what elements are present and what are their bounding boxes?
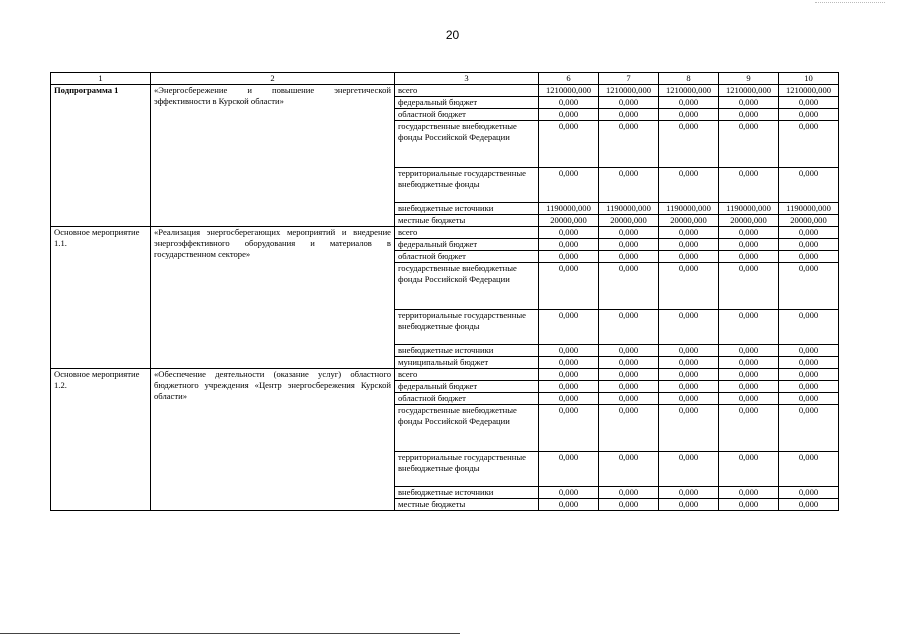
funding-source: внебюджетные источники <box>395 345 539 357</box>
amount-cell: 0,000 <box>659 227 719 239</box>
program-code: Основное мероприятие 1.2. <box>51 369 151 511</box>
amount-cell: 0,000 <box>599 345 659 357</box>
amount-cell: 0,000 <box>599 381 659 393</box>
amount-cell: 0,000 <box>719 97 779 109</box>
column-header: 8 <box>659 73 719 85</box>
amount-cell: 0,000 <box>659 405 719 452</box>
amount-cell: 1210000,000 <box>539 85 599 97</box>
amount-cell: 0,000 <box>599 251 659 263</box>
amount-cell: 0,000 <box>719 345 779 357</box>
amount-cell: 0,000 <box>539 452 599 487</box>
column-header: 1 <box>51 73 151 85</box>
amount-cell: 0,000 <box>539 487 599 499</box>
amount-cell: 1190000,000 <box>599 203 659 215</box>
amount-cell: 1210000,000 <box>779 85 839 97</box>
amount-cell: 0,000 <box>599 405 659 452</box>
amount-cell: 20000,000 <box>659 215 719 227</box>
amount-cell: 0,000 <box>719 121 779 168</box>
amount-cell: 0,000 <box>659 109 719 121</box>
amount-cell: 0,000 <box>599 499 659 511</box>
amount-cell: 0,000 <box>599 239 659 251</box>
amount-cell: 0,000 <box>599 97 659 109</box>
amount-cell: 0,000 <box>599 121 659 168</box>
amount-cell: 0,000 <box>599 168 659 203</box>
funding-source: внебюджетные источники <box>395 487 539 499</box>
amount-cell: 0,000 <box>719 499 779 511</box>
funding-source: территориальные государственные внебюджетные фонды <box>395 168 539 203</box>
amount-cell: 0,000 <box>539 168 599 203</box>
amount-cell: 0,000 <box>779 499 839 511</box>
amount-cell: 0,000 <box>779 239 839 251</box>
amount-cell: 0,000 <box>719 251 779 263</box>
amount-cell: 0,000 <box>719 227 779 239</box>
amount-cell: 0,000 <box>599 263 659 310</box>
amount-cell: 0,000 <box>659 263 719 310</box>
amount-cell: 0,000 <box>659 357 719 369</box>
column-header: 3 <box>395 73 539 85</box>
amount-cell: 20000,000 <box>539 215 599 227</box>
program-code: Основное мероприятие 1.1. <box>51 227 151 369</box>
amount-cell: 0,000 <box>779 251 839 263</box>
amount-cell: 0,000 <box>539 357 599 369</box>
program-code: Подпрограмма 1 <box>51 85 151 227</box>
amount-cell: 0,000 <box>719 381 779 393</box>
amount-cell: 0,000 <box>539 381 599 393</box>
amount-cell: 0,000 <box>599 310 659 345</box>
amount-cell: 0,000 <box>659 487 719 499</box>
table-row <box>51 85 839 97</box>
footer-rule <box>0 633 460 634</box>
amount-cell: 0,000 <box>539 369 599 381</box>
funding-source: всего <box>395 369 539 381</box>
amount-cell: 0,000 <box>779 263 839 310</box>
amount-cell: 0,000 <box>599 109 659 121</box>
amount-cell: 0,000 <box>719 263 779 310</box>
amount-cell: 1190000,000 <box>779 203 839 215</box>
amount-cell: 0,000 <box>719 393 779 405</box>
amount-cell: 1190000,000 <box>719 203 779 215</box>
table-row <box>51 227 839 239</box>
amount-cell: 0,000 <box>779 97 839 109</box>
amount-cell: 0,000 <box>779 393 839 405</box>
amount-cell: 0,000 <box>779 345 839 357</box>
amount-cell: 1190000,000 <box>659 203 719 215</box>
amount-cell: 0,000 <box>719 405 779 452</box>
amount-cell: 0,000 <box>779 405 839 452</box>
funding-source: федеральный бюджет <box>395 381 539 393</box>
amount-cell: 20000,000 <box>719 215 779 227</box>
amount-cell: 1210000,000 <box>719 85 779 97</box>
amount-cell: 0,000 <box>599 452 659 487</box>
funding-source: территориальные государственные внебюджетные фонды <box>395 452 539 487</box>
amount-cell: 0,000 <box>599 393 659 405</box>
amount-cell: 0,000 <box>539 121 599 168</box>
amount-cell: 0,000 <box>719 109 779 121</box>
amount-cell: 0,000 <box>659 345 719 357</box>
amount-cell: 0,000 <box>779 452 839 487</box>
amount-cell: 0,000 <box>659 381 719 393</box>
amount-cell: 0,000 <box>599 357 659 369</box>
column-header: 7 <box>599 73 659 85</box>
amount-cell: 0,000 <box>659 168 719 203</box>
amount-cell: 0,000 <box>659 239 719 251</box>
amount-cell: 0,000 <box>659 499 719 511</box>
amount-cell: 0,000 <box>719 487 779 499</box>
amount-cell: 0,000 <box>659 121 719 168</box>
table-row <box>51 369 839 381</box>
amount-cell: 0,000 <box>539 345 599 357</box>
amount-cell: 0,000 <box>779 109 839 121</box>
amount-cell: 0,000 <box>539 239 599 251</box>
funding-source: всего <box>395 85 539 97</box>
amount-cell: 0,000 <box>539 263 599 310</box>
program-name: «Обеспечение деятельности (оказание услуг) областного бюджетного учреждения «Центр энергосбережения Курской области» <box>151 369 395 511</box>
funding-source: внебюджетные источники <box>395 203 539 215</box>
funding-source: областной бюджет <box>395 393 539 405</box>
amount-cell: 0,000 <box>659 393 719 405</box>
amount-cell: 0,000 <box>539 405 599 452</box>
amount-cell: 0,000 <box>779 121 839 168</box>
program-name: «Реализация энергосберегающих мероприятий и внедрение энергоэффективного оборудования и материалов в государственном секторе» <box>151 227 395 369</box>
amount-cell: 1190000,000 <box>539 203 599 215</box>
amount-cell: 0,000 <box>539 251 599 263</box>
funding-source: местные бюджеты <box>395 215 539 227</box>
program-name: «Энергосбережение и повышение энергетической эффективности в Курской области» <box>151 85 395 227</box>
amount-cell: 1210000,000 <box>599 85 659 97</box>
column-header: 9 <box>719 73 779 85</box>
funding-source: муниципальный бюджет <box>395 357 539 369</box>
amount-cell: 0,000 <box>539 109 599 121</box>
amount-cell: 1210000,000 <box>659 85 719 97</box>
table-header-row <box>51 73 839 85</box>
amount-cell: 0,000 <box>779 381 839 393</box>
funding-table <box>50 72 839 511</box>
amount-cell: 0,000 <box>779 369 839 381</box>
amount-cell: 0,000 <box>779 227 839 239</box>
amount-cell: 20000,000 <box>599 215 659 227</box>
amount-cell: 0,000 <box>779 357 839 369</box>
amount-cell: 0,000 <box>659 369 719 381</box>
funding-source: областной бюджет <box>395 109 539 121</box>
amount-cell: 0,000 <box>599 369 659 381</box>
amount-cell: 0,000 <box>719 239 779 251</box>
column-header: 6 <box>539 73 599 85</box>
amount-cell: 0,000 <box>539 310 599 345</box>
amount-cell: 0,000 <box>779 168 839 203</box>
funding-source: государственные внебюджетные фонды Российской Федерации <box>395 263 539 310</box>
column-header: 10 <box>779 73 839 85</box>
funding-source: государственные внебюджетные фонды Российской Федерации <box>395 121 539 168</box>
amount-cell: 0,000 <box>599 487 659 499</box>
amount-cell: 0,000 <box>719 357 779 369</box>
amount-cell: 0,000 <box>779 487 839 499</box>
amount-cell: 0,000 <box>539 393 599 405</box>
amount-cell: 20000,000 <box>779 215 839 227</box>
amount-cell: 0,000 <box>719 369 779 381</box>
funding-source: территориальные государственные внебюджетные фонды <box>395 310 539 345</box>
corner-marks <box>815 2 885 3</box>
funding-source: федеральный бюджет <box>395 97 539 109</box>
amount-cell: 0,000 <box>779 310 839 345</box>
amount-cell: 0,000 <box>659 251 719 263</box>
amount-cell: 0,000 <box>659 452 719 487</box>
amount-cell: 0,000 <box>719 310 779 345</box>
amount-cell: 0,000 <box>599 227 659 239</box>
funding-source: местные бюджеты <box>395 499 539 511</box>
amount-cell: 0,000 <box>719 452 779 487</box>
funding-source: государственные внебюджетные фонды Российской Федерации <box>395 405 539 452</box>
funding-source: всего <box>395 227 539 239</box>
amount-cell: 0,000 <box>539 227 599 239</box>
amount-cell: 0,000 <box>539 499 599 511</box>
page-number: 20 <box>445 28 460 42</box>
amount-cell: 0,000 <box>719 168 779 203</box>
funding-source: федеральный бюджет <box>395 239 539 251</box>
amount-cell: 0,000 <box>659 97 719 109</box>
funding-source: областной бюджет <box>395 251 539 263</box>
column-header: 2 <box>151 73 395 85</box>
amount-cell: 0,000 <box>539 97 599 109</box>
amount-cell: 0,000 <box>659 310 719 345</box>
